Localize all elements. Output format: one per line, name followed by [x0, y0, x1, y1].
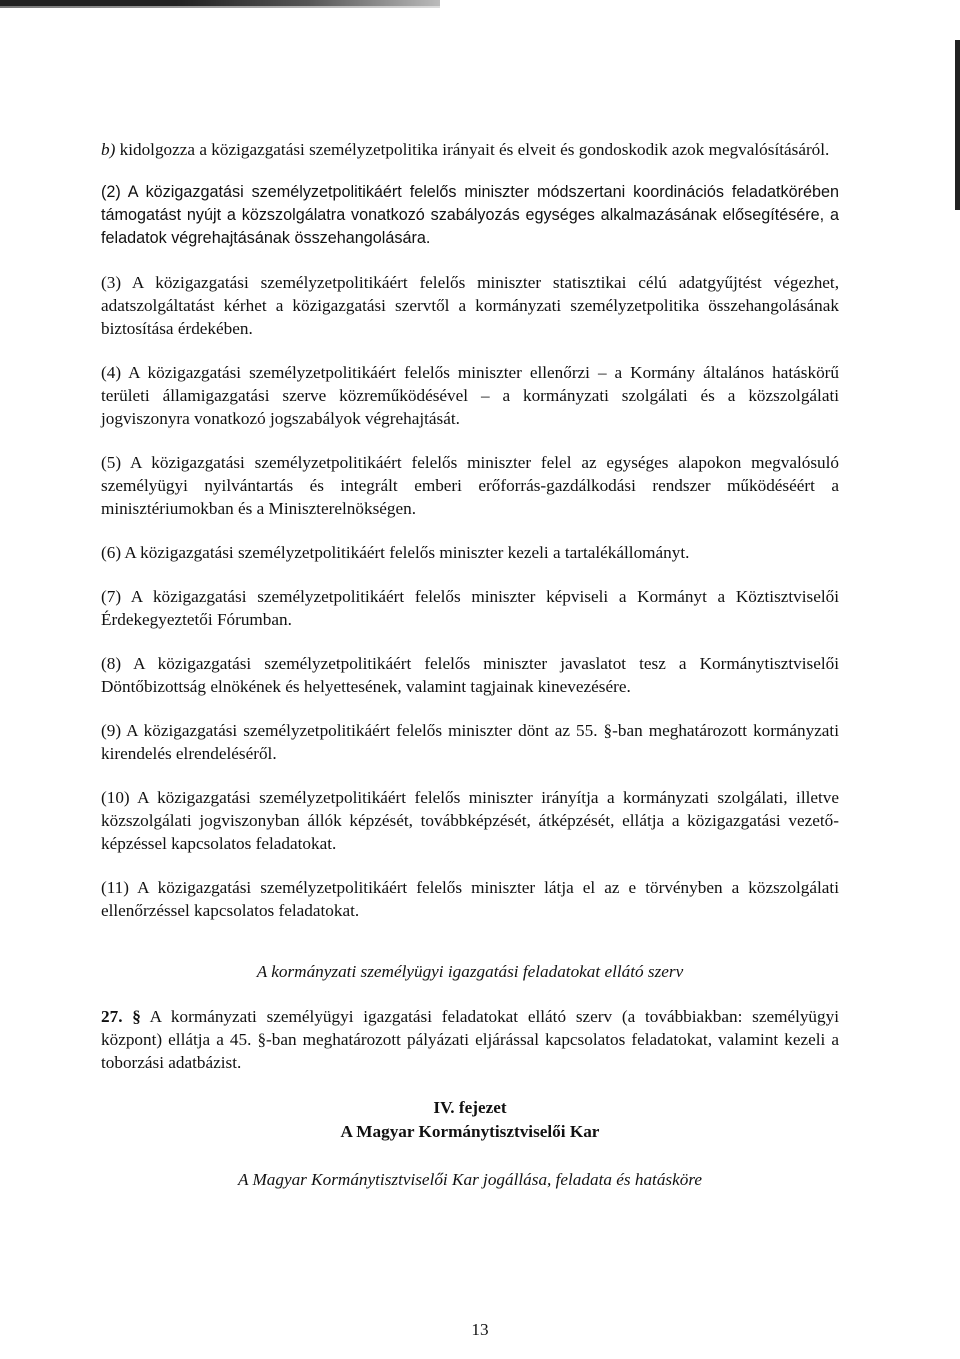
document-page — [101, 138, 839, 1191]
subsection-heading: A Magyar Kormánytisztviselői Kar jogállása, feladata és hatásköre — [237, 1170, 703, 1189]
paragraph-7: (7) A közigazgatási személyzetpolitikáért felelős miniszter képviseli a Kormányt a Köztisztviselői Érdekegyeztetői Fórumban. — [101, 587, 839, 629]
paragraph-b — [101, 138, 839, 161]
paragraph-10: (10) A közigazgatási személyzetpolitikáért felelős miniszter irányítja a kormányzati szolgálati, illetve közszolgálati jogviszonyban állók képzését, továbbképzését, átképzését, ellátja a közigazgatási vezető-képzéssel kapcsolatos feladatokat. — [101, 788, 839, 853]
paragraph-4: (4) A közigazgatási személyzetpolitikáért felelős miniszter ellenőrzi – a Kormány általános hatáskörű területi államigazgatási szerve közreműködésével – a kormányzati szolgálati és a közszolgálati jogviszonyra vonatkozó jogszabályok végrehajtását. — [101, 363, 839, 428]
chapter-number: IV. fejezet — [433, 1098, 507, 1117]
paragraph-8: (8) A közigazgatási személyzetpolitikáért felelős miniszter javaslatot tesz a Kormánytisztviselői Döntőbizottság elnökének és helyettesének, valamint tagjainak kinevezésére. — [101, 654, 839, 696]
chapter-title: A Magyar Kormánytisztviselői Kar — [340, 1122, 600, 1141]
paragraph-11: (11) A közigazgatási személyzetpolitikáért felelős miniszter látja el az e törvényben a közszolgálati ellenőrzéssel kapcsolatos feladatokat. — [101, 878, 839, 920]
scan-edge-top-shadow — [0, 6, 440, 8]
section-27-paragraph — [101, 1005, 839, 1074]
section-heading: A kormányzati személyügyi igazgatási feladatokat ellátó szerv — [256, 962, 684, 981]
scan-edge-right — [955, 40, 960, 210]
paragraph-b-text: kidolgozza a közigazgatási személyzetpolitika irányait és elveit és gondoskodik azok megvalósításáról. — [115, 140, 830, 159]
paragraph-6: (6) A közigazgatási személyzetpolitikáért felelős miniszter kezeli a tartalékállományt. — [101, 543, 690, 562]
paragraph-b-label: b) — [101, 140, 116, 159]
section-27-text: A kormányzati személyügyi igazgatási feladatokat ellátó szerv (a továbbiakban: személyügyi központ) ellátja a 45. §-ban meghatározott pályázati eljárással kapcsolatos feladatokat, valamint kezeli a toborzási adatbázist. — [101, 1007, 839, 1072]
paragraph-5: (5) A közigazgatási személyzetpolitikáért felelős miniszter felel az egységes alapokon megvalósuló személyügyi nyilvántartás és integrált emberi erőforrás-gazdálkodási rendszer működéséért a minisztériumokban és a Miniszterelnökségen. — [101, 453, 839, 518]
page-number: 13 — [471, 1320, 489, 1339]
section-number: 27. § — [101, 1007, 141, 1026]
paragraph-2: (2) A közigazgatási személyzetpolitikáért felelős miniszter módszertani koordinációs feladatkörében támogatást nyújt a közszolgálatra vonatkozó szabályozás egységes alkalmazásának elősegítésére, a feladatok végrehajtásának összehangolására. — [101, 183, 839, 247]
paragraph-9: (9) A közigazgatási személyzetpolitikáért felelős miniszter dönt az 55. §-ban meghatározott kormányzati kirendelés elrendeléséről. — [101, 721, 839, 763]
paragraph-3: (3) A közigazgatási személyzetpolitikáért felelős miniszter statisztikai célú adatgyűjtést végezhet, adatszolgáltatást kérhet a közigazgatási szervtől a kormányzati személyzetpolitika összehangolásának biztosítása érdekében. — [101, 273, 839, 338]
